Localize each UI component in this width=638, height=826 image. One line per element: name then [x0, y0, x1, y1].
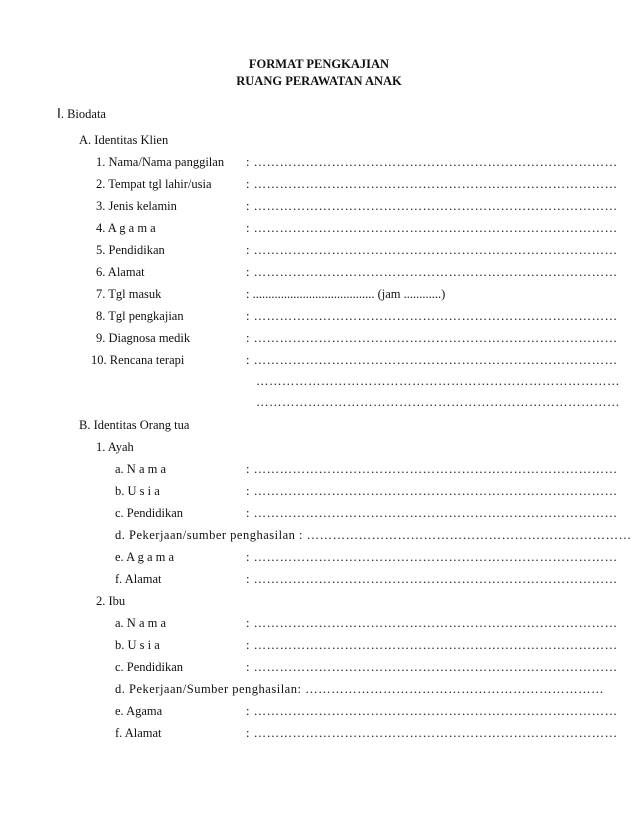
field-label-agama: 4. A g a m a: [96, 221, 156, 235]
ibu-label-nama: a. N a m a: [115, 616, 167, 630]
field-label-nama: 1. Nama/Nama panggilan: [96, 155, 225, 169]
field-line-jenis-kelamin: : …………………………………………………………………………: [246, 199, 618, 213]
field-line-rencana-terapi-2: …………………………………………………………………………: [256, 374, 620, 388]
ibu-line-nama: : …………………………………………………………………………: [246, 616, 618, 630]
ayah-line-pendidikan: : …………………………………………………………………………: [246, 506, 618, 520]
section-heading-biodata: [57, 107, 106, 122]
document-title-line1: FORMAT PENGKAJIAN: [248, 57, 390, 71]
ibu-line-usia: : …………………………………………………………………………: [246, 638, 618, 652]
field-label-pendidikan: 5. Pendidikan: [96, 243, 165, 257]
field-line-pendidikan: : …………………………………………………………………………: [246, 243, 618, 257]
ayah-label-alamat: f. Alamat: [115, 572, 162, 586]
field-line-alamat: : …………………………………………………………………………: [246, 265, 618, 279]
ayah-label-pekerjaan: d. Pekerjaan/sumber penghasilan : …………………………………………………………………: [115, 528, 632, 542]
field-line-tempat-tgl-lahir: : …………………………………………………………………………: [246, 177, 618, 191]
field-label-alamat: 6. Alamat: [96, 265, 145, 279]
ibu-label-alamat: f. Alamat: [115, 726, 162, 740]
ibu-line-pendidikan: : …………………………………………………………………………: [246, 660, 618, 674]
field-label-jenis-kelamin: 3. Jenis kelamin: [96, 199, 177, 213]
ayah-line-agama: : …………………………………………………………………………: [246, 550, 618, 564]
ibu-line-agama: : …………………………………………………………………………: [246, 704, 618, 718]
field-label-rencana-terapi: 10. Rencana terapi: [91, 353, 185, 367]
ibu-label-pekerjaan: d. Pekerjaan/Sumber penghasilan: ……………………………………………………………: [115, 682, 605, 696]
ayah-label-agama: e. A g a m a: [115, 550, 175, 564]
field-line-rencana-terapi: : …………………………………………………………………………: [246, 353, 618, 367]
field-label-diagnosa-medik: 9. Diagnosa medik: [96, 331, 191, 345]
ibu-label-usia: b. U s i a: [115, 638, 160, 652]
ayah-line-usia: : …………………………………………………………………………: [246, 484, 618, 498]
section-title: . Biodata: [60, 107, 106, 121]
field-line-agama: : …………………………………………………………………………: [246, 221, 618, 235]
ibu-heading: 2. Ibu: [96, 594, 126, 608]
field-line-tgl-masuk: : ....................................... (jam ............): [246, 287, 446, 301]
ayah-label-nama: a. N a m a: [115, 462, 167, 476]
ibu-line-alamat: : …………………………………………………………………………: [246, 726, 618, 740]
ibu-label-pendidikan: c. Pendidikan: [115, 660, 184, 674]
subsection-heading-identitas-klien: A. Identitas Klien: [79, 133, 169, 147]
field-line-nama: : …………………………………………………………………………: [246, 155, 618, 169]
document-title-line2: RUANG PERAWATAN ANAK: [236, 74, 402, 88]
field-line-rencana-terapi-3: …………………………………………………………………………: [256, 395, 620, 409]
field-label-tgl-pengkajian: 8. Tgl pengkajian: [96, 309, 184, 323]
field-line-diagnosa-medik: : …………………………………………………………………………: [246, 331, 618, 345]
field-line-tgl-pengkajian: : …………………………………………………………………………: [246, 309, 618, 323]
section-numeral: I: [57, 107, 61, 122]
ayah-label-usia: b. U s i a: [115, 484, 160, 498]
field-label-tgl-masuk: 7. Tgl masuk: [96, 287, 162, 301]
ayah-label-pendidikan: c. Pendidikan: [115, 506, 184, 520]
field-label-tempat-tgl-lahir: 2. Tempat tgl lahir/usia: [96, 177, 212, 191]
ayah-line-alamat: : …………………………………………………………………………: [246, 572, 618, 586]
subsection-heading-identitas-orang-tua: B. Identitas Orang tua: [79, 418, 190, 432]
ibu-label-agama: e. Agama: [115, 704, 163, 718]
ayah-heading: 1. Ayah: [96, 440, 134, 454]
ayah-line-nama: : …………………………………………………………………………: [246, 462, 618, 476]
